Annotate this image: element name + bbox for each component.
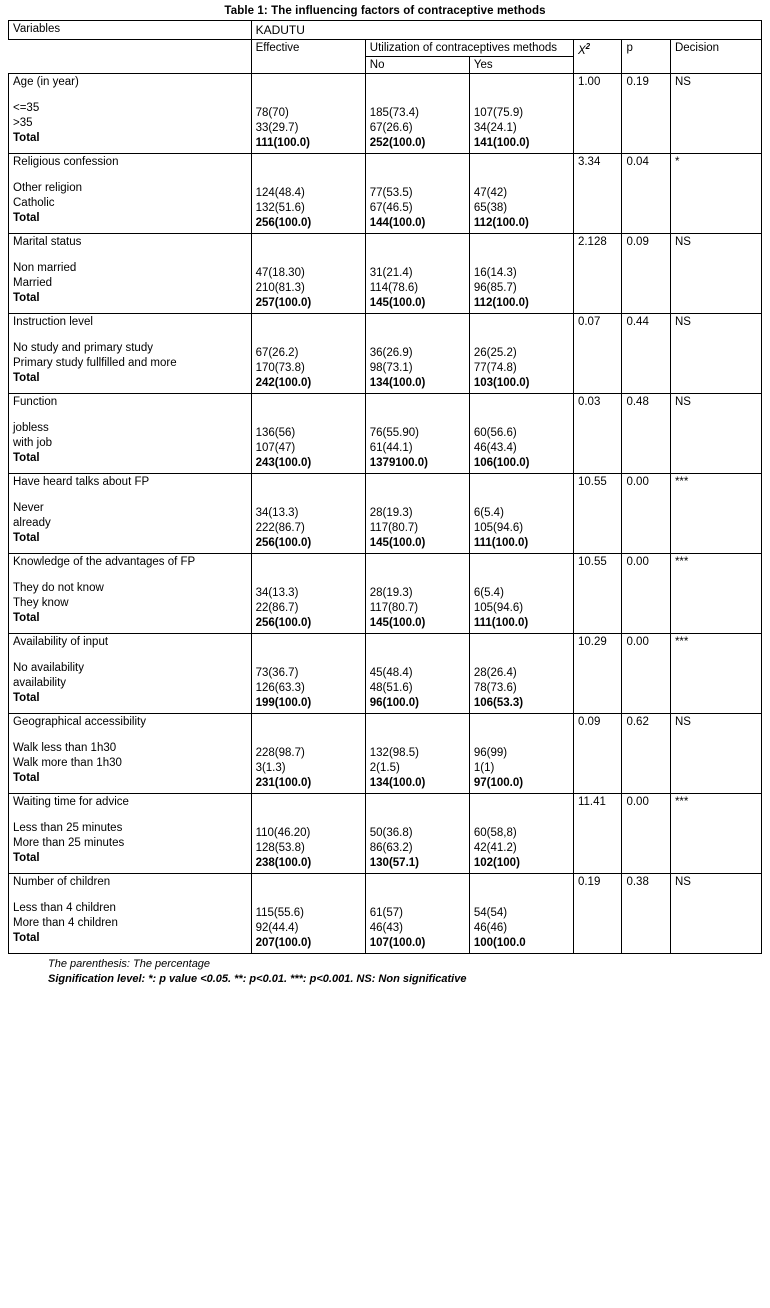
- cell-spacer: [256, 316, 361, 346]
- cell-value: 31(21.4): [369, 267, 413, 279]
- category-label: jobless: [13, 422, 49, 434]
- section-no-cell: [365, 234, 469, 314]
- category-label: Catholic: [13, 197, 55, 209]
- table-row: [9, 714, 762, 794]
- category-label: >35: [13, 117, 33, 129]
- cell-value: 96(100.0): [369, 697, 419, 709]
- header-chi-square: $X^2$: [573, 40, 622, 74]
- cell-value: 92(44.4): [255, 922, 299, 934]
- table-row: [9, 554, 762, 634]
- section-yes-cell: [469, 154, 573, 234]
- cell-value: 60(58,8): [473, 827, 517, 839]
- category-label: Total: [13, 132, 40, 144]
- category-label: Total: [13, 852, 40, 864]
- cell-value: 134(100.0): [369, 377, 426, 389]
- chi-square-value: 10.55: [573, 554, 622, 634]
- section-title: Instruction level: [13, 316, 93, 328]
- cell-value: 67(26.6): [369, 122, 413, 134]
- cell-value: 252(100.0): [369, 137, 426, 149]
- header-variables-spacer: [9, 40, 252, 74]
- section-yes-cell: [469, 74, 573, 154]
- table-caption: Table 1: The influencing factors of contraceptive methods: [224, 5, 546, 17]
- cell-spacer: [370, 396, 465, 426]
- decision-value: NS: [670, 234, 761, 314]
- header-yes: Yes: [469, 57, 573, 74]
- cell-spacer: [474, 716, 569, 746]
- category-label: Total: [13, 772, 40, 784]
- cell-value: 199(100.0): [255, 697, 312, 709]
- cell-value: 97(100.0): [473, 777, 524, 789]
- cell-spacer: [474, 76, 569, 106]
- p-value: 0.48: [622, 394, 671, 474]
- cell-value: 210(81.3): [255, 282, 305, 294]
- section-yes-cell: [469, 634, 573, 714]
- category-label: Total: [13, 692, 40, 704]
- section-effective-cell: [251, 154, 365, 234]
- section-yes-cell: [469, 794, 573, 874]
- cell-value: 3(1.3): [255, 762, 286, 774]
- category-label: No availability: [13, 662, 84, 674]
- cell-value: 228(98.7): [255, 747, 305, 759]
- cell-value: 1379100.0): [369, 457, 428, 469]
- category-label: Total: [13, 932, 40, 944]
- section-variable-cell: [9, 394, 252, 474]
- section-categories: [13, 168, 247, 226]
- section-effective-cell: [251, 394, 365, 474]
- cell-value: 22(86.7): [255, 602, 299, 614]
- category-label: More than 25 minutes: [13, 837, 125, 849]
- section-no-cell: [365, 74, 469, 154]
- cell-spacer: [370, 796, 465, 826]
- cell-spacer: [256, 636, 361, 666]
- section-variable-cell: [9, 634, 252, 714]
- decision-value: ***: [670, 634, 761, 714]
- cell-value: 6(5.4): [473, 507, 504, 519]
- cell-value: 100(100.0: [473, 937, 526, 949]
- cell-value: 106(100.0): [473, 457, 530, 469]
- cell-spacer: [370, 316, 465, 346]
- category-label: <=35: [13, 102, 40, 114]
- cell-value: 61(44.1): [369, 442, 413, 454]
- cell-value: 42(41.2): [473, 842, 517, 854]
- cell-spacer: [370, 876, 465, 906]
- cell-spacer: [474, 476, 569, 506]
- cell-spacer: [370, 156, 465, 186]
- chi-square-value: 0.07: [573, 314, 622, 394]
- decision-value: NS: [670, 874, 761, 954]
- cell-value: 130(57.1): [369, 857, 419, 869]
- cell-value: 132(98.5): [369, 747, 419, 759]
- cell-spacer: [474, 236, 569, 266]
- section-variable-cell: [9, 794, 252, 874]
- section-effective-cell: [251, 314, 365, 394]
- cell-spacer: [474, 796, 569, 826]
- cell-value: 102(100): [473, 857, 520, 869]
- section-variable-cell: [9, 74, 252, 154]
- header-effective: Effective: [251, 40, 365, 74]
- section-yes-cell: [469, 314, 573, 394]
- cell-value: 207(100.0): [255, 937, 312, 949]
- cell-spacer: [256, 236, 361, 266]
- category-label: already: [13, 517, 51, 529]
- chi-square-value: 10.29: [573, 634, 622, 714]
- cell-value: 132(51.6): [255, 202, 305, 214]
- cell-value: 145(100.0): [369, 537, 426, 549]
- cell-spacer: [370, 236, 465, 266]
- category-label: Primary study fullfilled and more: [13, 357, 177, 369]
- decision-value: NS: [670, 74, 761, 154]
- section-variable-cell: [9, 234, 252, 314]
- cell-value: 50(36.8): [369, 827, 413, 839]
- cell-value: 2(1.5): [369, 762, 400, 774]
- cell-value: 78(70): [255, 107, 289, 119]
- section-no-cell: [365, 314, 469, 394]
- cell-value: 128(53.8): [255, 842, 305, 854]
- cell-spacer: [256, 476, 361, 506]
- cell-value: 78(73.6): [473, 682, 517, 694]
- cell-value: 76(55.90): [369, 427, 419, 439]
- table-row: [9, 794, 762, 874]
- cell-value: 34(24.1): [473, 122, 517, 134]
- cell-value: 47(42): [473, 187, 508, 199]
- chi-square-value: 1.00: [573, 74, 622, 154]
- footnotes: [8, 954, 762, 987]
- cell-value: 45(48.4): [369, 667, 413, 679]
- cell-value: 16(14.3): [473, 267, 517, 279]
- cell-value: 28(26.4): [473, 667, 517, 679]
- section-no-cell: [365, 794, 469, 874]
- cell-value: 34(13.3): [255, 587, 299, 599]
- section-title: Availability of input: [13, 636, 109, 648]
- section-effective-cell: [251, 74, 365, 154]
- cell-value: 105(94.6): [473, 602, 524, 614]
- decision-value: NS: [670, 714, 761, 794]
- cell-value: 107(100.0): [369, 937, 426, 949]
- section-no-cell: [365, 874, 469, 954]
- section-variable-cell: [9, 154, 252, 234]
- cell-value: 256(100.0): [255, 217, 312, 229]
- section-no-cell: [365, 154, 469, 234]
- cell-value: 144(100.0): [369, 217, 426, 229]
- cell-value: 111(100.0): [255, 137, 310, 149]
- cell-value: 114(78.6): [369, 282, 419, 294]
- section-yes-cell: [469, 554, 573, 634]
- section-yes-cell: [469, 474, 573, 554]
- section-no-cell: [365, 394, 469, 474]
- section-effective-cell: [251, 554, 365, 634]
- cell-value: 242(100.0): [255, 377, 312, 389]
- section-categories: [13, 248, 247, 306]
- table-row: [9, 234, 762, 314]
- table-row: [9, 154, 762, 234]
- section-variable-cell: [9, 314, 252, 394]
- section-title: Waiting time for advice: [13, 796, 129, 808]
- section-categories: [13, 728, 247, 786]
- category-label: Total: [13, 292, 40, 304]
- cell-spacer: [474, 396, 569, 426]
- p-value: 0.04: [622, 154, 671, 234]
- category-label: with job: [13, 437, 52, 449]
- cell-value: 256(100.0): [255, 617, 312, 629]
- cell-value: 257(100.0): [255, 297, 312, 309]
- header-utilization: Utilization of contraceptives methods: [365, 40, 573, 57]
- cell-value: 73(36.7): [255, 667, 299, 679]
- chi-square-value: 2.128: [573, 234, 622, 314]
- category-label: Less than 4 children: [13, 902, 116, 914]
- section-effective-cell: [251, 874, 365, 954]
- section-title: Religious confession: [13, 156, 119, 168]
- cell-value: 107(75.9): [473, 107, 524, 119]
- decision-value: NS: [670, 314, 761, 394]
- cell-value: 111(100.0): [473, 537, 529, 549]
- section-variable-cell: [9, 874, 252, 954]
- cell-value: 117(80.7): [369, 602, 419, 614]
- section-title: Have heard talks about FP: [13, 476, 150, 488]
- table-row: [9, 74, 762, 154]
- section-effective-cell: [251, 714, 365, 794]
- chi-square-value: 0.19: [573, 874, 622, 954]
- cell-spacer: [474, 156, 569, 186]
- cell-spacer: [256, 556, 361, 586]
- cell-value: 61(57): [369, 907, 404, 919]
- p-value: 0.00: [622, 634, 671, 714]
- table-header: [9, 21, 762, 74]
- cell-value: 231(100.0): [255, 777, 312, 789]
- section-yes-cell: [469, 874, 573, 954]
- section-effective-cell: [251, 794, 365, 874]
- cell-value: 103(100.0): [473, 377, 530, 389]
- cell-value: 54(54): [473, 907, 508, 919]
- cell-value: 107(47): [255, 442, 296, 454]
- cell-spacer: [474, 636, 569, 666]
- cell-value: 124(48.4): [255, 187, 305, 199]
- cell-value: 28(19.3): [369, 507, 413, 519]
- section-categories: [13, 328, 247, 386]
- section-variable-cell: [9, 554, 252, 634]
- cell-value: 86(63.2): [369, 842, 413, 854]
- header-decision: Decision: [670, 40, 761, 74]
- header-row-2: [9, 40, 762, 57]
- category-label: They do not know: [13, 582, 104, 594]
- cell-value: 110(46.20): [255, 827, 311, 839]
- decision-value: ***: [670, 554, 761, 634]
- cell-value: 60(56.6): [473, 427, 517, 439]
- table-row: [9, 474, 762, 554]
- section-effective-cell: [251, 474, 365, 554]
- section-effective-cell: [251, 234, 365, 314]
- section-variable-cell: [9, 714, 252, 794]
- table-row: [9, 314, 762, 394]
- cell-value: 222(86.7): [255, 522, 305, 534]
- cell-value: 96(99): [473, 747, 508, 759]
- chi-square-value: 3.34: [573, 154, 622, 234]
- section-categories: [13, 568, 247, 626]
- category-label: Total: [13, 612, 40, 624]
- cell-value: 134(100.0): [369, 777, 426, 789]
- section-categories: [13, 648, 247, 706]
- cell-spacer: [370, 636, 465, 666]
- decision-value: ***: [670, 794, 761, 874]
- cell-spacer: [474, 316, 569, 346]
- section-title: Marital status: [13, 236, 82, 248]
- section-no-cell: [365, 554, 469, 634]
- cell-value: 238(100.0): [255, 857, 312, 869]
- footnote-parenthesis: The parenthesis: The percentage: [48, 958, 211, 970]
- decision-value: NS: [670, 394, 761, 474]
- section-no-cell: [365, 634, 469, 714]
- table-row: [9, 874, 762, 954]
- cell-spacer: [370, 76, 465, 106]
- cell-value: 96(85.7): [473, 282, 517, 294]
- chi-square-value: 10.55: [573, 474, 622, 554]
- category-label: Non married: [13, 262, 77, 274]
- cell-spacer: [256, 796, 361, 826]
- category-label: Walk more than 1h30: [13, 757, 122, 769]
- header-variables: Variables: [9, 21, 252, 40]
- cell-value: 36(26.9): [369, 347, 413, 359]
- cell-value: 46(43): [369, 922, 404, 934]
- cell-spacer: [370, 716, 465, 746]
- cell-value: 65(38): [473, 202, 508, 214]
- cell-value: 33(29.7): [255, 122, 299, 134]
- category-label: Other religion: [13, 182, 83, 194]
- cell-value: 256(100.0): [255, 537, 312, 549]
- cell-value: 47(18.30): [255, 267, 305, 279]
- section-title: Knowledge of the advantages of FP: [13, 556, 196, 568]
- p-value: 0.09: [622, 234, 671, 314]
- cell-value: 136(56): [255, 427, 296, 439]
- cell-spacer: [474, 556, 569, 586]
- section-title: Age (in year): [13, 76, 79, 88]
- cell-value: 145(100.0): [369, 297, 426, 309]
- cell-value: 126(63.3): [255, 682, 305, 694]
- p-value: 0.19: [622, 74, 671, 154]
- cell-spacer: [256, 876, 361, 906]
- chi-square-value: 0.09: [573, 714, 622, 794]
- cell-spacer: [256, 396, 361, 426]
- header-no: No: [365, 57, 469, 74]
- category-label: More than 4 children: [13, 917, 118, 929]
- section-categories: [13, 488, 247, 546]
- section-title: Function: [13, 396, 58, 408]
- category-label: Married: [13, 277, 52, 289]
- cell-value: 170(73.8): [255, 362, 305, 374]
- category-label: They know: [13, 597, 69, 609]
- cell-value: 117(80.7): [369, 522, 419, 534]
- section-effective-cell: [251, 634, 365, 714]
- section-variable-cell: [9, 474, 252, 554]
- cell-value: 34(13.3): [255, 507, 299, 519]
- p-value: 0.44: [622, 314, 671, 394]
- category-label: Never: [13, 502, 44, 514]
- table-row: [9, 634, 762, 714]
- cell-value: 46(43.4): [473, 442, 517, 454]
- cell-value: 106(53.3): [473, 697, 524, 709]
- cell-value: 115(55.6): [255, 907, 304, 919]
- category-label: Total: [13, 212, 40, 224]
- cell-spacer: [256, 76, 361, 106]
- header-p-value: p: [622, 40, 671, 74]
- table-row: [9, 394, 762, 474]
- cell-value: 112(100.0): [473, 297, 529, 309]
- header-row-1: [9, 21, 762, 40]
- cell-value: 105(94.6): [473, 522, 524, 534]
- section-no-cell: [365, 714, 469, 794]
- section-categories: [13, 88, 247, 146]
- cell-value: 28(19.3): [369, 587, 413, 599]
- cell-value: 77(53.5): [369, 187, 413, 199]
- cell-spacer: [370, 476, 465, 506]
- cell-value: 98(73.1): [369, 362, 413, 374]
- cell-spacer: [370, 556, 465, 586]
- header-kadutu: KADUTU: [251, 21, 761, 40]
- cell-value: 112(100.0): [473, 217, 529, 229]
- section-title: Geographical accessibility: [13, 716, 146, 728]
- p-value: 0.62: [622, 714, 671, 794]
- cell-value: 145(100.0): [369, 617, 426, 629]
- category-label: availability: [13, 677, 67, 689]
- decision-value: *: [670, 154, 761, 234]
- category-label: Less than 25 minutes: [13, 822, 123, 834]
- p-value: 0.00: [622, 474, 671, 554]
- section-title: Number of children: [13, 876, 111, 888]
- cell-value: 26(25.2): [473, 347, 517, 359]
- cell-spacer: [256, 716, 361, 746]
- decision-value: ***: [670, 474, 761, 554]
- cell-value: 141(100.0): [473, 137, 530, 149]
- cell-value: 48(51.6): [369, 682, 413, 694]
- cell-value: 185(73.4): [369, 107, 419, 119]
- section-no-cell: [365, 474, 469, 554]
- section-yes-cell: [469, 234, 573, 314]
- cell-spacer: [474, 876, 569, 906]
- category-label: Walk less than 1h30: [13, 742, 117, 754]
- category-label: No study and primary study: [13, 342, 153, 354]
- cell-value: 46(46): [473, 922, 508, 934]
- category-label: Total: [13, 532, 40, 544]
- cell-value: 67(46.5): [369, 202, 413, 214]
- section-yes-cell: [469, 394, 573, 474]
- footnote-signification: Signification level: *: p value <0.05. **: p<0.01. ***: p<0.001. NS: Non significative: [48, 973, 467, 985]
- table-body: [9, 74, 762, 954]
- cell-value: 1(1): [473, 762, 495, 774]
- cell-value: 111(100.0): [473, 617, 529, 629]
- p-value: 0.38: [622, 874, 671, 954]
- cell-spacer: [256, 156, 361, 186]
- cell-value: 6(5.4): [473, 587, 504, 599]
- category-label: Total: [13, 452, 40, 464]
- cell-value: 67(26.2): [255, 347, 299, 359]
- section-categories: [13, 888, 247, 946]
- section-yes-cell: [469, 714, 573, 794]
- category-label: Total: [13, 372, 40, 384]
- influencing-factors-table: [8, 20, 762, 954]
- cell-value: 77(74.8): [473, 362, 517, 374]
- chi-square-value: 11.41: [573, 794, 622, 874]
- chi-square-value: 0.03: [573, 394, 622, 474]
- section-categories: [13, 808, 247, 866]
- cell-value: 243(100.0): [255, 457, 312, 469]
- p-value: 0.00: [622, 554, 671, 634]
- section-categories: [13, 408, 247, 466]
- p-value: 0.00: [622, 794, 671, 874]
